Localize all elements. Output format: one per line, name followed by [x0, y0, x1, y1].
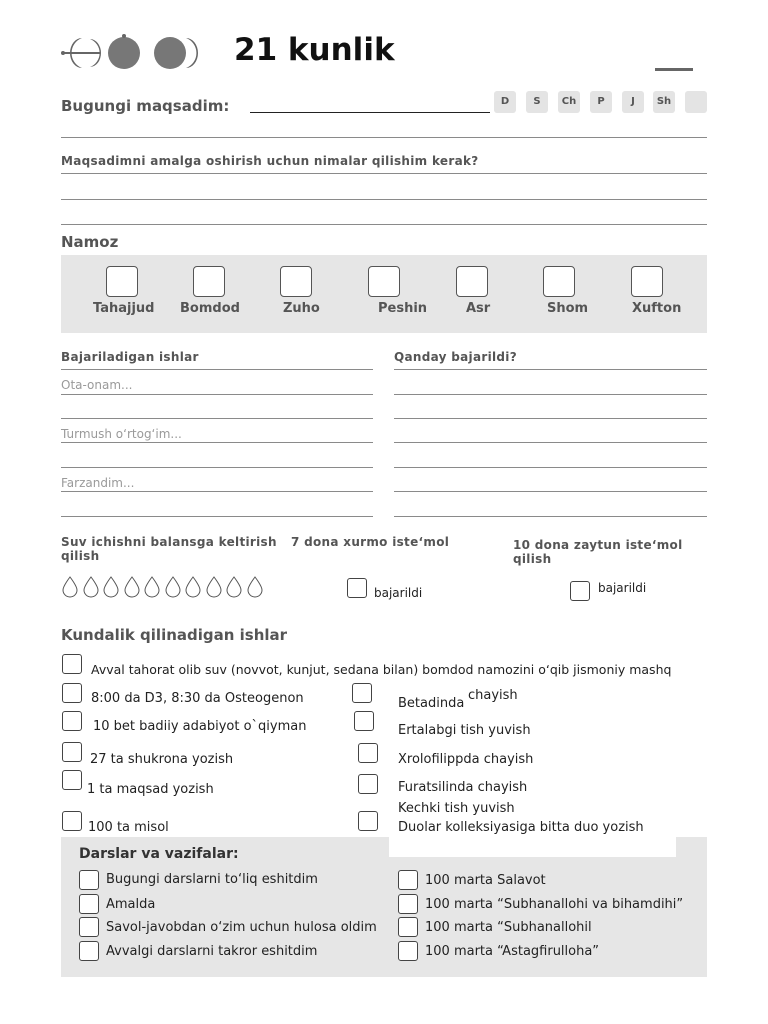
- checkbox-daily-right[interactable]: [354, 711, 374, 731]
- checkbox-dhikr[interactable]: [398, 941, 418, 961]
- dates-habit-label: 7 dona xurmo iste‘mol qilish: [61, 535, 450, 563]
- line: [61, 369, 373, 370]
- lesson-item: Savol-javobdan o‘zim uchun hulosa oldim: [106, 920, 377, 935]
- daily-item: 10 bet badiiy adabiyot o`qiyman: [93, 719, 307, 734]
- olives-done-label: bajarildi: [598, 581, 647, 595]
- daily-item: 1 ta maqsad yozish: [87, 782, 214, 797]
- line[interactable]: [394, 418, 707, 419]
- daily-item: Kechki tish yuvish: [398, 801, 515, 816]
- checkbox-shom[interactable]: [543, 266, 575, 297]
- placeholder-children: Farzandim...: [61, 476, 135, 490]
- checkbox-asr[interactable]: [456, 266, 488, 297]
- line[interactable]: [61, 442, 373, 443]
- checkbox-peshin[interactable]: [368, 266, 400, 297]
- daily-item: Duolar kolleksiyasiga bitta duo yozish: [398, 820, 644, 835]
- checkbox-daily-right[interactable]: [358, 774, 378, 794]
- prayer-label: Peshin: [378, 301, 428, 316]
- line: [394, 369, 707, 370]
- water-drops: [61, 576, 271, 598]
- daily-item: 100 ta misol: [88, 820, 169, 835]
- checkbox-dhikr[interactable]: [398, 894, 418, 914]
- checkbox-daily-left[interactable]: [62, 742, 82, 762]
- checkbox-daily-left[interactable]: [62, 770, 82, 790]
- dhikr-item: 100 marta “Astagfirulloha”: [425, 944, 600, 959]
- lesson-item: Avvalgi darslarni takror eshitdim: [106, 944, 318, 959]
- checkbox-lesson[interactable]: [79, 917, 99, 937]
- checkbox-olives-done[interactable]: [570, 581, 590, 601]
- goal-line[interactable]: [250, 112, 490, 113]
- water-drop-icon[interactable]: [164, 576, 182, 598]
- line: [61, 224, 707, 225]
- checkbox-dhikr[interactable]: [398, 870, 418, 890]
- checkbox-dates-done[interactable]: [347, 578, 367, 598]
- dates-done-label: bajarildi: [374, 586, 423, 600]
- day-j[interactable]: J: [622, 91, 644, 113]
- daily-title: Kundalik qilinadigan ishlar: [61, 626, 288, 644]
- goal-label: Bugungi maqsadim:: [61, 97, 230, 115]
- line[interactable]: [61, 394, 373, 395]
- line[interactable]: [61, 491, 373, 492]
- water-habit-label: Suv ichishni balansga keltirish: [61, 535, 277, 549]
- daily-item: Xrolofilippda chayish: [398, 752, 534, 767]
- page-title: 21 kunlik: [234, 32, 395, 68]
- line[interactable]: [394, 442, 707, 443]
- checkbox-tahajjud[interactable]: [106, 266, 138, 297]
- todo-question: Maqsadimni amalga oshirish uchun nimalar qilishim kerak?: [61, 154, 479, 168]
- water-drop-icon[interactable]: [82, 576, 100, 598]
- day-d[interactable]: D: [494, 91, 516, 113]
- checkbox-lesson[interactable]: [79, 870, 99, 890]
- checkbox-daily-right[interactable]: [352, 683, 372, 703]
- day-blank[interactable]: [685, 91, 707, 113]
- water-drop-icon[interactable]: [123, 576, 141, 598]
- dhikr-item: 100 marta “Subhanallohil: [425, 920, 592, 935]
- prayer-label: Bomdod: [180, 301, 240, 316]
- water-drop-icon[interactable]: [225, 576, 243, 598]
- checkbox-xufton[interactable]: [631, 266, 663, 297]
- line: [61, 199, 707, 200]
- line[interactable]: [394, 467, 707, 468]
- checkbox-daily-left[interactable]: [62, 711, 82, 731]
- line[interactable]: [61, 418, 373, 419]
- prayer-label: Xufton: [632, 301, 682, 316]
- checkbox-daily-left[interactable]: [62, 683, 82, 703]
- day-ch[interactable]: Ch: [558, 91, 580, 113]
- checkbox-daily-first[interactable]: [62, 654, 82, 674]
- lessons-title: Darslar va vazifalar:: [79, 846, 239, 862]
- water-drop-icon[interactable]: [61, 576, 79, 598]
- daily-item: Furatsilinda chayish: [398, 780, 528, 795]
- lessons-panel-notch: [389, 837, 676, 857]
- day-p[interactable]: P: [590, 91, 612, 113]
- placeholder-parents: Ota-onam...: [61, 378, 133, 392]
- prayer-label: Shom: [547, 301, 589, 316]
- placeholder-spouse: Turmush o‘rtog‘im...: [61, 427, 182, 441]
- line[interactable]: [61, 467, 373, 468]
- line[interactable]: [394, 491, 707, 492]
- checkbox-lesson[interactable]: [79, 894, 99, 914]
- checkbox-daily-right[interactable]: [358, 743, 378, 763]
- dhikr-item: 100 marta “Subhanallohi va bihamdihi”: [425, 897, 684, 912]
- namoz-title: Namoz: [61, 233, 119, 251]
- daily-item: 27 ta shukrona yozish: [90, 752, 234, 767]
- moon-phases-logo: [60, 34, 210, 74]
- checkbox-bomdod[interactable]: [193, 266, 225, 297]
- prayer-label: Asr: [466, 301, 491, 316]
- olives-habit-label: 10 dona zaytun iste‘mol qilish: [513, 538, 683, 566]
- day-s[interactable]: S: [526, 91, 548, 113]
- daily-item: Ertalabgi tish yuvish: [398, 723, 531, 738]
- done-how-header: Qanday bajarildi?: [394, 350, 517, 364]
- line: [61, 137, 707, 138]
- tasks-header: Bajariladigan ishlar: [61, 350, 199, 364]
- checkbox-daily-right[interactable]: [358, 811, 378, 831]
- lesson-item: Amalda: [106, 897, 156, 912]
- prayer-label: Tahajjud: [93, 301, 155, 316]
- day-sh[interactable]: Sh: [653, 91, 675, 113]
- water-drop-icon[interactable]: [102, 576, 120, 598]
- title-underline: [655, 68, 693, 71]
- line[interactable]: [61, 516, 373, 517]
- checkbox-lesson[interactable]: [79, 941, 99, 961]
- daily-item: chayish: [468, 688, 518, 703]
- daily-item: 8:00 da D3, 8:30 da Osteogenon: [91, 691, 304, 706]
- water-drop-icon[interactable]: [205, 576, 223, 598]
- line: [61, 173, 707, 174]
- daily-item: Betadinda: [398, 696, 465, 711]
- water-drop-icon[interactable]: [246, 576, 264, 598]
- water-drop-icon[interactable]: [143, 576, 161, 598]
- checkbox-daily-left[interactable]: [62, 811, 82, 831]
- line[interactable]: [394, 516, 707, 517]
- prayer-label: Zuho: [283, 301, 320, 316]
- line[interactable]: [394, 394, 707, 395]
- dhikr-item: 100 marta Salavot: [425, 873, 546, 888]
- checkbox-dhikr[interactable]: [398, 917, 418, 937]
- daily-item: Avval tahorat olib suv (novvot, kunjut, sedana bilan) bomdod namozini o‘qib jismoniy mashq: [91, 662, 672, 677]
- lesson-item: Bugungi darslarni to‘liq eshitdim: [106, 872, 318, 887]
- water-drop-icon[interactable]: [184, 576, 202, 598]
- checkbox-zuho[interactable]: [280, 266, 312, 297]
